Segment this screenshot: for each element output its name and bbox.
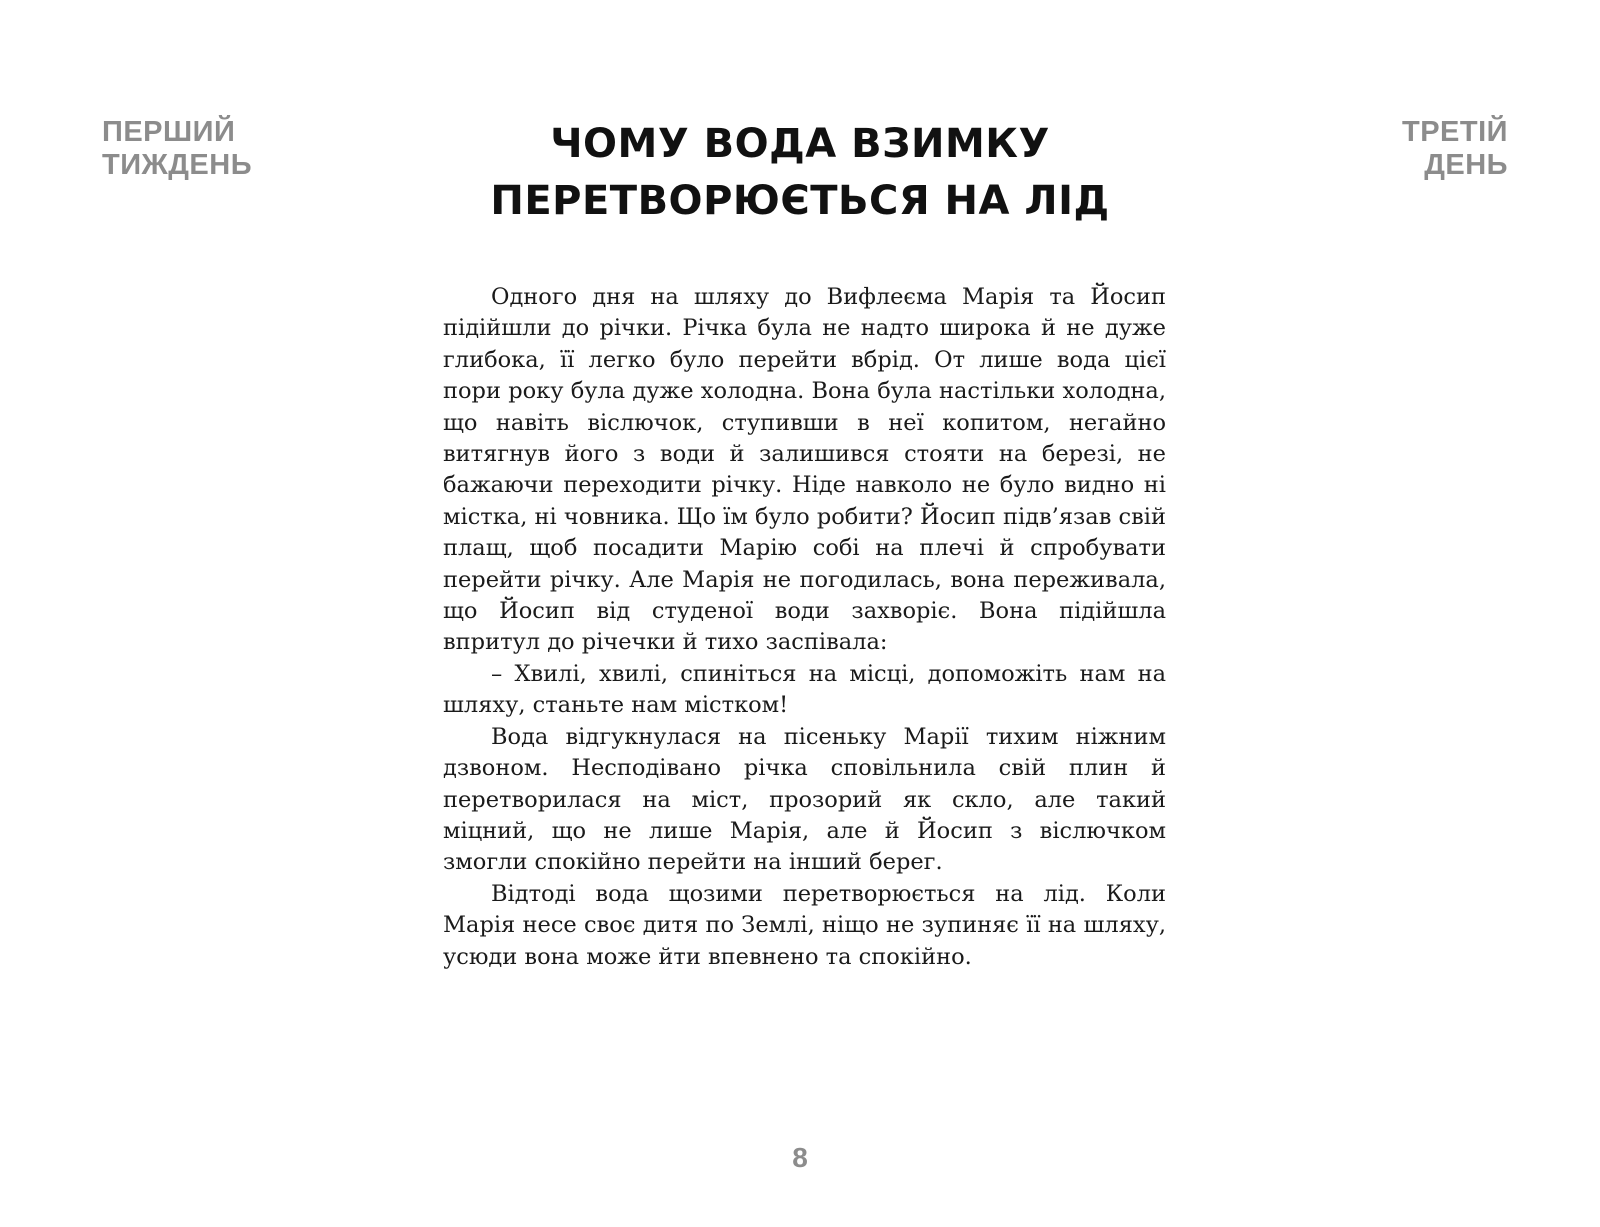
day-label-line-2: ДЕНЬ [1424, 149, 1508, 181]
page-title-line-1: ЧОМУ ВОДА ВЗИМКУ [550, 121, 1050, 167]
day-label-line-1: ТРЕТІЙ [1401, 116, 1508, 148]
paragraph: – Хвилі, хвилі, спиніться на місці, допоможіть нам на шляху, станьте нам містком! [443, 660, 1166, 719]
week-label-line-1: ПЕРШИЙ [102, 116, 236, 148]
page-title-line-2: ПЕРЕТВОРЮЄТЬСЯ НА ЛІД [490, 178, 1110, 224]
page-number: 8 [792, 1142, 808, 1173]
paragraph: Вода відгукнулася на пісеньку Марії тихим ніжним дзвоном. Несподівано річка сповільнила свій плин й перетворилася на міст, прозорий як скло, але такий міцний, що не лише Марія, але й Йосип з віслючком змогли спокійно перейти на інший берег. [443, 723, 1166, 876]
week-label-line-2: ТИЖДЕНЬ [102, 149, 253, 181]
story-text [443, 282, 1166, 973]
paragraph: Одного дня на шляху до Вифлеєма Марія та Йосип підійшли до річки. Річка була не надто широка й не дуже глибока, її легко було перейти вбрід. От лише вода цієї пори року була дуже холодна. Вона була настільки холодна, що навіть віслючок, ступивши в неї копитом, негайно витягнув його з води й залишився стояти на березі, не бажаючи переходити річку. Ніде навколо не було видно ні містка, ні човника. Що їм було робити? Йосип підв’язав свій плащ, щоб посадити Марію собі на плечі й спробувати перейти річку. Але Марія не погодилась, вона переживала, що Йосип від студеної води захворіє. Вона підійшла впритул до річечки й тихо заспівала: [443, 284, 1166, 656]
page-title [0, 116, 1600, 230]
paragraph: Відтоді вода щозими перетворюється на лід. Коли Марія несе своє дитя по Землі, ніщо не зупиняє її на шляху, усюди вона може йти впевнено та спокійно. [443, 880, 1166, 970]
